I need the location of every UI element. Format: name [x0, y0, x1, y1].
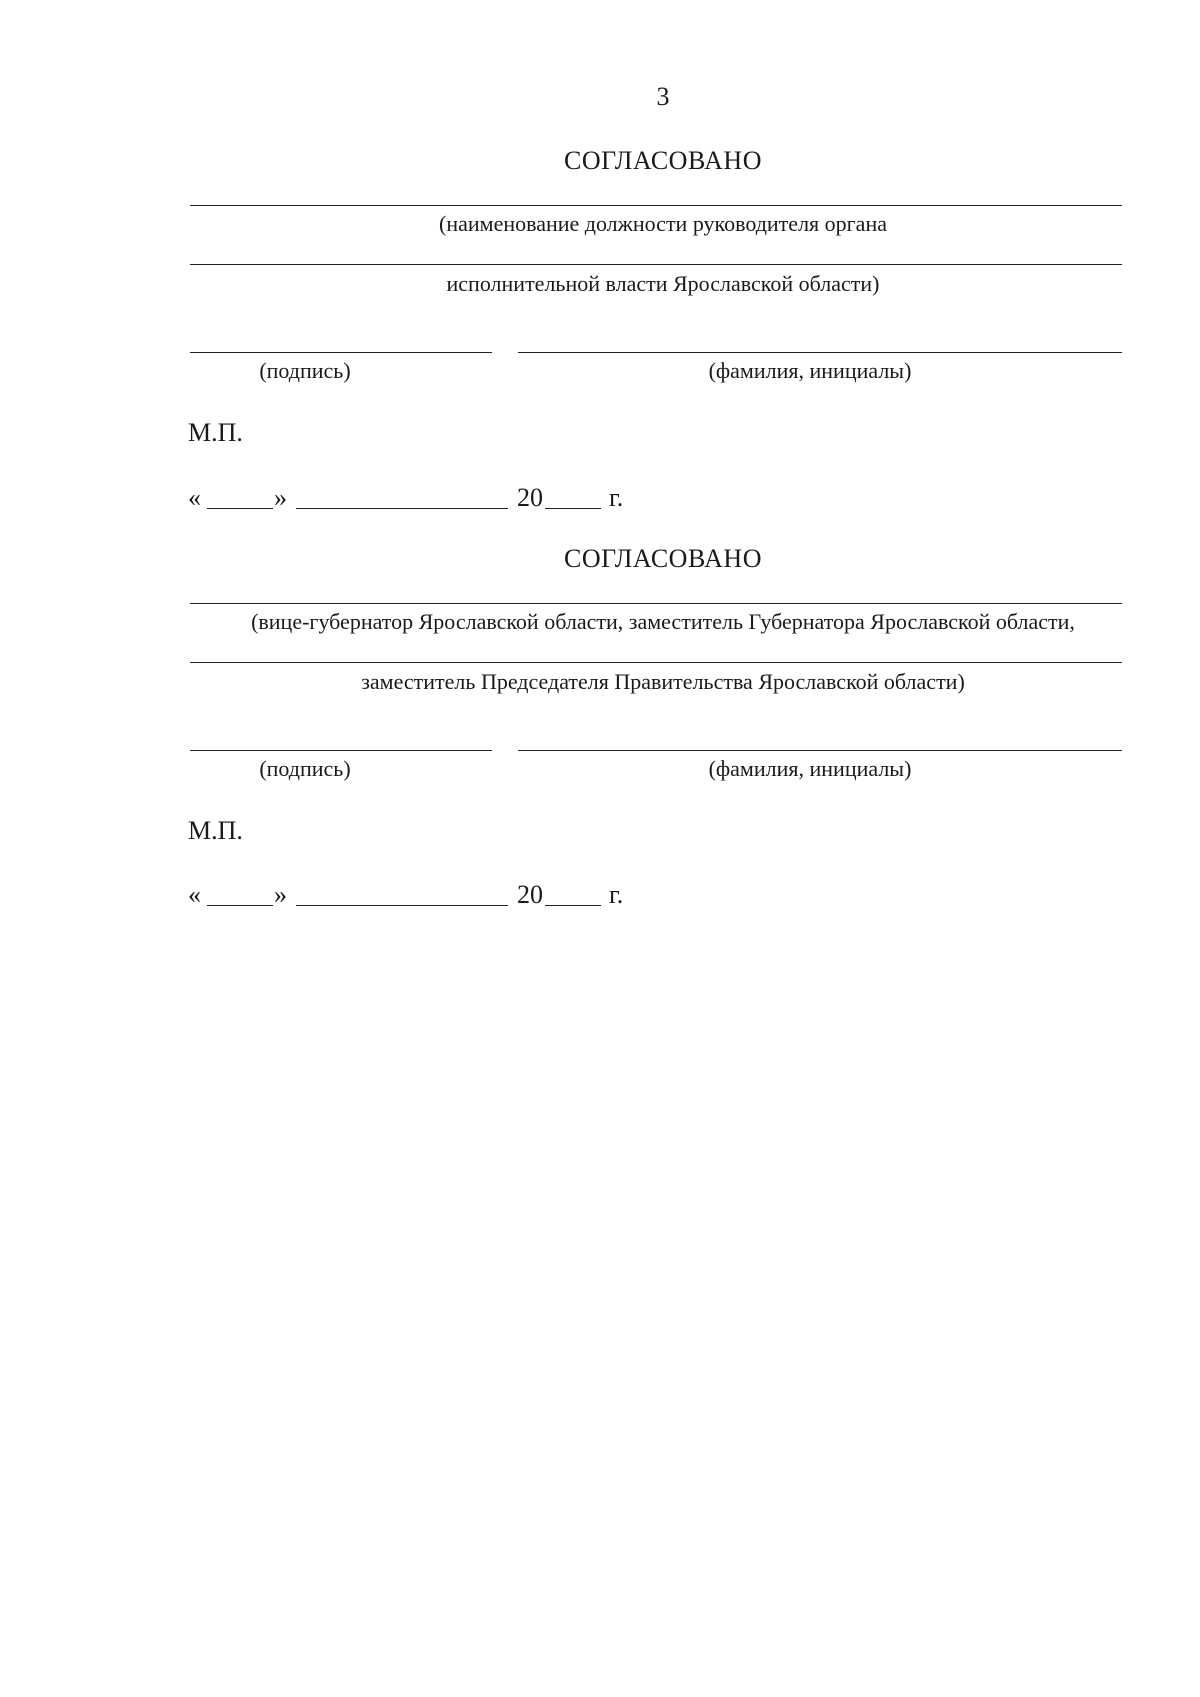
name-caption-2: (фамилия, инициалы)	[708, 756, 912, 781]
name-line-1	[518, 352, 1122, 353]
position-line-1a	[190, 205, 1122, 206]
signature-line-2	[190, 750, 492, 751]
date-quote-close-2: »	[274, 880, 287, 909]
position-line-1b	[190, 264, 1122, 265]
approval-heading-2: СОГЛАСОВАНО	[564, 544, 762, 573]
position-line-2a	[190, 603, 1122, 604]
signature-caption-1: (подпись)	[259, 358, 351, 383]
date-quote-close-1: »	[274, 483, 287, 512]
position-caption-1a: (наименование должности руководителя органа	[439, 211, 887, 236]
date-quote-open-1: «	[188, 483, 201, 512]
date-year-line-1	[545, 508, 601, 509]
position-line-2b	[190, 662, 1122, 663]
date-year-suffix-1: г.	[609, 483, 624, 512]
page-number: 3	[656, 82, 670, 111]
date-month-line-2	[296, 905, 508, 906]
date-day-line-1	[207, 508, 273, 509]
date-year-line-2	[545, 905, 601, 906]
date-year-suffix-2: г.	[609, 880, 624, 909]
position-caption-2a: (вице-губернатор Ярославской области, заместитель Губернатора Ярославской области,	[251, 609, 1075, 634]
date-month-line-1	[296, 508, 508, 509]
date-day-line-2	[207, 905, 273, 906]
date-year-prefix-1: 20	[517, 483, 543, 512]
signature-line-1	[190, 352, 492, 353]
name-line-2	[518, 750, 1122, 751]
date-year-prefix-2: 20	[517, 880, 543, 909]
name-caption-1: (фамилия, инициалы)	[708, 358, 912, 383]
position-caption-1b: исполнительной власти Ярославской области)	[446, 271, 880, 296]
position-caption-2b: заместитель Председателя Правительства Ярославской области)	[361, 669, 965, 694]
stamp-place-2: М.П.	[188, 816, 243, 845]
date-quote-open-2: «	[188, 880, 201, 909]
stamp-place-1: М.П.	[188, 418, 243, 447]
approval-heading-1: СОГЛАСОВАНО	[564, 146, 762, 175]
signature-caption-2: (подпись)	[259, 756, 351, 781]
